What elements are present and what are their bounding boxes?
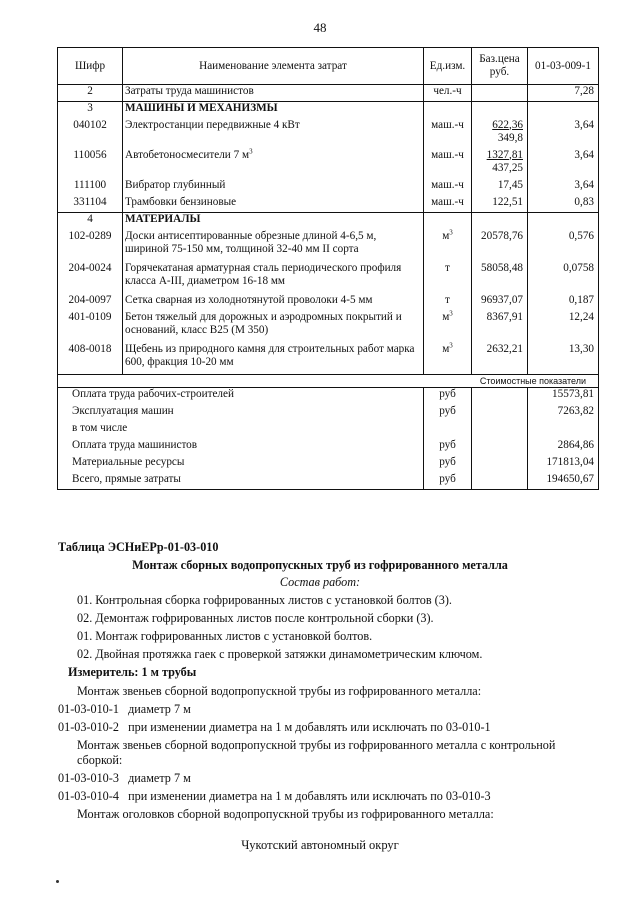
cell-unit: $м^3$ xyxy=(424,311,472,343)
work-item: 02. Демонтаж гофрированных листов после контрольной сборки (3). xyxy=(77,611,434,625)
cell-unit: т xyxy=(424,294,472,311)
cost-row xyxy=(58,473,599,490)
norm-item xyxy=(58,702,191,717)
cell-price xyxy=(472,102,528,119)
cost-header: Стоимостные показатели xyxy=(58,375,599,388)
table-row xyxy=(58,343,599,375)
cell-name-text: Горячекатаная арматурная сталь периодического профиля класса А-III, диаметром 16-18 мм xyxy=(125,261,402,287)
cell-code: 2 xyxy=(58,85,123,102)
cell-norm-value: 3,64 xyxy=(528,149,599,179)
price-value: 17,45 xyxy=(497,178,523,191)
norm-code: 01-03-010-1 xyxy=(58,702,119,716)
group-heading: Монтаж звеньев сборной водопропускной трубы из гофрированного металла с контрольной xyxy=(77,738,556,752)
cell-price xyxy=(472,294,528,311)
table-label: Таблица ЭСНиЕРр-01-03-010 xyxy=(58,540,219,554)
cell-name-text: Сетка сварная из холоднотянутой проволоки 4-5 мм xyxy=(125,293,373,306)
cell-norm-value xyxy=(528,213,599,230)
cost-blank xyxy=(472,473,528,490)
cell-name-text: Вибратор глубинный xyxy=(125,178,226,191)
price-value: 96937,07 xyxy=(481,293,523,306)
section-title: Монтаж сборных водопропускных труб из гофрированного металла xyxy=(132,558,508,572)
cell-name xyxy=(123,294,424,311)
cost-value: 7263,82 xyxy=(528,405,599,422)
cell-price xyxy=(472,149,528,179)
cell-norm-value: 12,24 xyxy=(528,311,599,343)
cell-name-text: Щебень из природного камня для строительных работ марка 600, фракция 10-20 мм xyxy=(125,342,415,368)
cell-price xyxy=(472,119,528,149)
cell-name-text: Затраты труда машинистов xyxy=(125,85,254,97)
table-row xyxy=(58,119,599,149)
cell-name xyxy=(123,179,424,196)
table-row xyxy=(58,85,599,102)
cost-header-row xyxy=(58,375,599,388)
table-row xyxy=(58,196,599,213)
cost-row xyxy=(58,405,599,422)
cell-code: 331104 xyxy=(58,196,123,213)
cell-norm-value xyxy=(528,102,599,119)
cell-name xyxy=(123,119,424,149)
table-row xyxy=(58,179,599,196)
price-value: 122,51 xyxy=(492,195,523,208)
cell-name-text: МАТЕРИАЛЫ xyxy=(125,213,201,225)
norm-code: 01-03-010-3 xyxy=(58,771,119,785)
cost-value: 15573,81 xyxy=(528,388,599,405)
cell-name-text: Трамбовки бензиновые xyxy=(125,195,237,208)
group-heading-cont: сборкой: xyxy=(77,753,123,767)
cell-price xyxy=(472,85,528,102)
cell-norm-value: 0,83 xyxy=(528,196,599,213)
cell-name xyxy=(123,213,424,230)
cost-name: Материальные ресурсы xyxy=(58,456,424,473)
norm-text: при изменении диаметра на 1 м добавлять или исключать по 03-010-1 xyxy=(128,720,491,734)
cell-name-text: МАШИНЫ И МЕХАНИЗМЫ xyxy=(125,102,278,114)
price-value: 8367,91 xyxy=(486,310,523,323)
cell-unit: маш.-ч xyxy=(424,119,472,149)
footer-region: Чукотский автономный округ xyxy=(241,838,399,852)
cell-unit: маш.-ч xyxy=(424,179,472,196)
cell-price xyxy=(472,196,528,213)
cell-name-text: Бетон тяжелый для дорожных и аэродромных покрытий и оснований, класс В25 (М 350) xyxy=(125,310,402,336)
cell-unit: т xyxy=(424,262,472,294)
norm-item xyxy=(58,771,191,786)
cost-name: Оплата труда машинистов xyxy=(58,439,424,456)
norm-code: 01-03-010-2 xyxy=(58,720,119,734)
work-item: 01. Монтаж гофрированных листов с установкой болтов. xyxy=(77,629,373,643)
cost-blank xyxy=(472,388,528,405)
price-value: 20578,76 xyxy=(481,229,523,242)
cell-unit: $м^3$ xyxy=(424,230,472,262)
cell-norm-value: 3,64 xyxy=(528,179,599,196)
price-value: 622,36 xyxy=(492,118,523,131)
cost-row xyxy=(58,388,599,405)
cell-norm-value: 0,187 xyxy=(528,294,599,311)
header-base-price: Баз.цена руб. xyxy=(472,48,528,85)
cell-norm-value: 0,576 xyxy=(528,230,599,262)
cell-name xyxy=(123,146,424,179)
cost-blank xyxy=(472,405,528,422)
cell-unit: маш.-ч xyxy=(424,149,472,179)
norm-item xyxy=(58,720,491,735)
cell-name-text: Доски антисептированные обрезные длиной 4-6,5 м, шириной 75-150 мм, толщиной 32-40 мм II сорта xyxy=(125,229,377,255)
cost-unit: руб xyxy=(424,473,472,490)
header-unit: Ед.изм. xyxy=(424,48,472,85)
cell-code: 204-0024 xyxy=(58,262,123,294)
cell-unit: $м^3$ xyxy=(424,343,472,375)
cost-row xyxy=(58,422,599,439)
cost-value: 2864,86 xyxy=(528,439,599,456)
table-row xyxy=(58,311,599,343)
header-norm: 01-03-009-1 xyxy=(528,48,599,85)
group-heading: Монтаж оголовков сборной водопропускной трубы из гофрированного металла: xyxy=(77,807,494,821)
cell-code: 102-0289 xyxy=(58,230,123,262)
table-row xyxy=(58,149,599,179)
cell-code: 110056 xyxy=(58,149,123,179)
header-name: Наименование элемента затрат xyxy=(123,48,424,85)
cell-name-text: Электростанции передвижные 4 кВт xyxy=(125,118,300,131)
cell-code: 040102 xyxy=(58,119,123,149)
cell-price xyxy=(472,213,528,230)
cell-price xyxy=(472,343,528,375)
cost-value: 171813,04 xyxy=(528,456,599,473)
cost-value xyxy=(528,422,599,439)
work-item: 02. Двойная протяжка гаек с проверкой затяжки динамометрическим ключом. xyxy=(77,647,483,661)
cost-row xyxy=(58,456,599,473)
composition-label: Состав работ: xyxy=(279,575,361,589)
cell-unit: маш.-ч xyxy=(424,196,472,213)
table-row xyxy=(58,294,599,311)
price-value: 1327,81 xyxy=(486,148,523,161)
cell-norm-value: 7,28 xyxy=(528,85,599,102)
cost-blank xyxy=(472,439,528,456)
cell-name xyxy=(123,196,424,213)
norm-item xyxy=(58,789,491,804)
cell-price xyxy=(472,262,528,294)
table-row xyxy=(58,262,599,294)
group-heading: Монтаж звеньев сборной водопропускной трубы из гофрированного металла: xyxy=(77,684,482,698)
cell-name xyxy=(123,262,424,294)
work-item: 01. Контрольная сборка гофрированных листов с установкой болтов (3). xyxy=(77,593,452,607)
cost-name: Эксплуатация машин xyxy=(58,405,424,422)
price-value: 2632,21 xyxy=(486,342,523,355)
cell-name xyxy=(123,102,424,119)
cell-code: 408-0018 xyxy=(58,343,123,375)
norm-text: диаметр 7 м xyxy=(128,771,191,785)
cost-value: 194650,67 xyxy=(528,473,599,490)
cell-price xyxy=(472,179,528,196)
cell-unit xyxy=(424,102,472,119)
cell-norm-value: 3,64 xyxy=(528,119,599,149)
table-row xyxy=(58,213,599,230)
price-wage-value: 349,8 xyxy=(497,131,523,144)
cell-code: 401-0109 xyxy=(58,311,123,343)
cost-unit: руб xyxy=(424,456,472,473)
cell-code: 111100 xyxy=(58,179,123,196)
table-header-row xyxy=(58,48,599,85)
norm-text: при изменении диаметра на 1 м добавлять или исключать по 03-010-3 xyxy=(128,789,491,803)
cell-price xyxy=(472,311,528,343)
cost-blank xyxy=(472,422,528,439)
cell-code: 3 xyxy=(58,102,123,119)
price-wage-value: 437,25 xyxy=(492,161,523,174)
table-row xyxy=(58,230,599,262)
cell-name xyxy=(123,230,424,262)
meter-label: Измеритель: 1 м трубы xyxy=(68,665,197,679)
header-code: Шифр xyxy=(58,48,123,85)
cell-name xyxy=(123,343,424,375)
page-number: 48 xyxy=(313,20,327,35)
cell-price xyxy=(472,230,528,262)
price-value: 58058,48 xyxy=(481,261,523,274)
cell-unit xyxy=(424,213,472,230)
cell-name xyxy=(123,311,424,343)
cell-code: 4 xyxy=(58,213,123,230)
cost-name: в том числе xyxy=(58,422,424,439)
table-row xyxy=(58,102,599,119)
cell-norm-value: 0,0758 xyxy=(528,262,599,294)
resource-table xyxy=(57,47,599,490)
cell-name-text: Автобетоносмесители 7 $м^3$ xyxy=(125,146,253,161)
cost-blank xyxy=(472,456,528,473)
cost-unit: руб xyxy=(424,388,472,405)
cost-row xyxy=(58,439,599,456)
scan-speck xyxy=(56,880,59,883)
cell-code: 204-0097 xyxy=(58,294,123,311)
cost-unit: руб xyxy=(424,405,472,422)
norm-code: 01-03-010-4 xyxy=(58,789,119,803)
norm-text: диаметр 7 м xyxy=(128,702,191,716)
cost-name: Оплата труда рабочих-строителей xyxy=(58,388,424,405)
cost-unit xyxy=(424,422,472,439)
cost-name: Всего, прямые затраты xyxy=(58,473,424,490)
cell-name xyxy=(123,85,424,102)
cell-norm-value: 13,30 xyxy=(528,343,599,375)
cell-unit: чел.-ч xyxy=(424,85,472,102)
cost-unit: руб xyxy=(424,439,472,456)
